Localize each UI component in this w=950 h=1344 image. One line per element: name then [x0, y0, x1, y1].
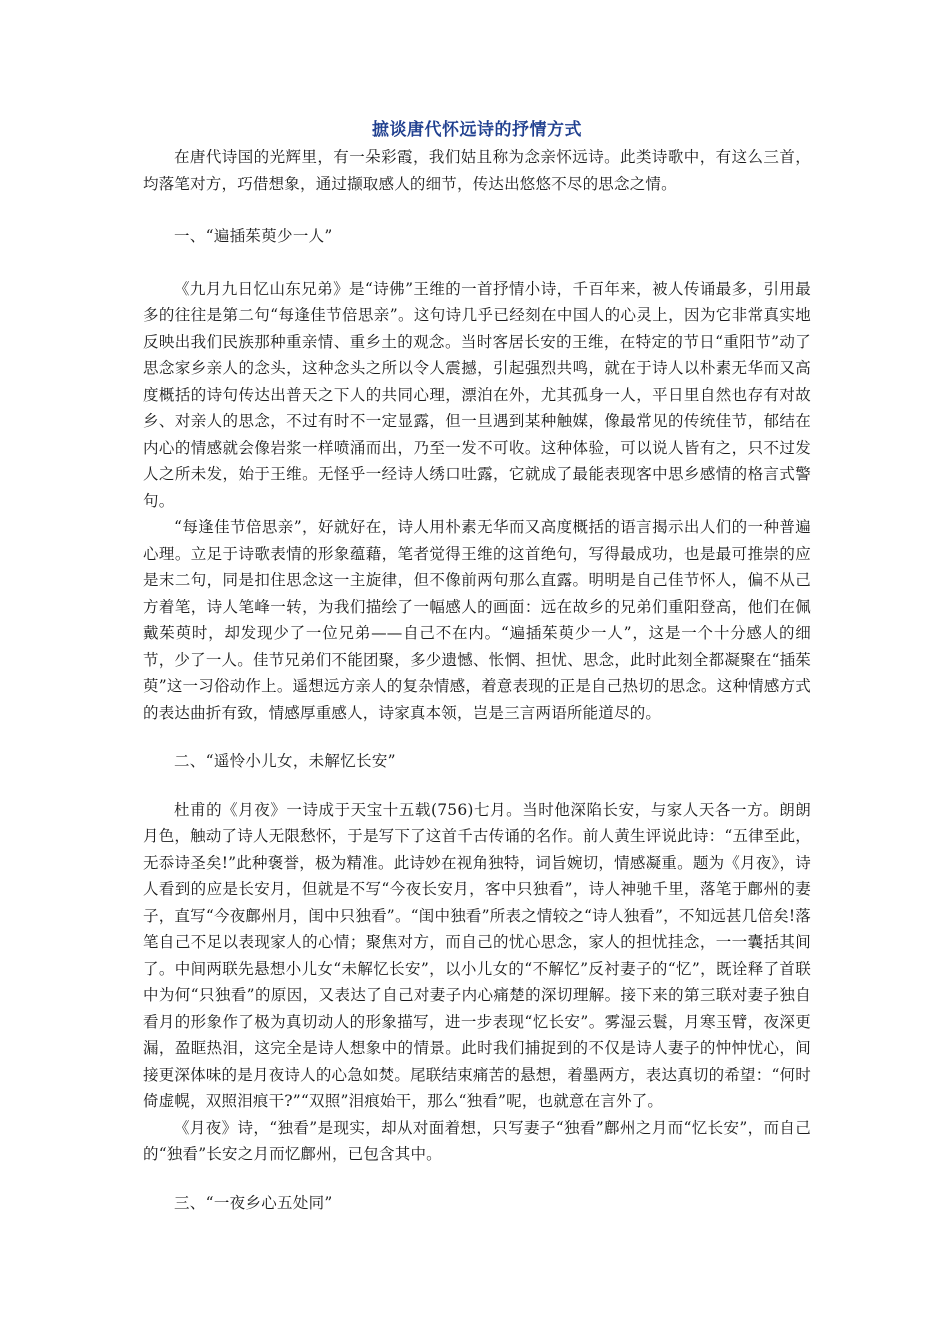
intro-paragraph: 在唐代诗国的光辉里，有一朵彩霞，我们姑且称为念亲怀远诗。此类诗歌中，有这么三首，均落笔对方，巧借想象，通过撷取感人的细节，传达出悠悠不尽的思念之情。 — [143, 148, 811, 193]
section-2-paragraph-1: 杜甫的《月夜》一诗成于天宝十五载(756)七月。当时他深陷长安，与家人天各一方。朗朗月色，触动了诗人无限愁怀，于是写下了这首千古传诵的名作。前人黄生评说此诗：“五律至此，无忝诗圣矣!”此种褒誉，极为精准。此诗妙在视角独特，词旨婉切，情感凝重。题为《月夜》，诗人看到的应是长安月，但就是不写“今夜长安月，客中只独看”，诗人神驰千里，落笔于鄜州的妻子，直写“今夜鄜州月，闺中只独看”。“闺中独看”所表之情较之“诗人独看”，不知远甚几倍矣!落笔自己不足以表现家人的心情；聚焦对方，而自己的忧心思念，家人的担忧挂念，一一囊括其间了。中间两联先悬想小儿女“未解忆长安”，以小儿女的“不解忆”反衬妻子的“忆”，既诠释了首联中为何“只独看”的原因，又表达了自己对妻子内心痛楚的深切理解。接下来的第三联对妻子独自看月的形象作了极为真切动人的形象描写，进一步表现“忆长安”。雾湿云鬟，月寒玉臂，夜深更漏，盈眶热泪，这完全是诗人想象中的情景。此时我们捕捉到的不仅是诗人妻子的忡忡忧心，间接更深体味的是月夜诗人的心急如焚。尾联结束痛苦的悬想，着墨两方，表达真切的希望：“何时倚虚幌，双照泪痕干?”“双照”泪痕始干，那么“独看”呢，也就意在言外了。 — [143, 800, 811, 1110]
spacer — [143, 775, 811, 797]
spacer — [143, 1168, 811, 1190]
document-title: 摭谈唐代怀远诗的抒情方式 — [372, 120, 582, 140]
section-heading-1: 一、“遍插茱萸少一人” — [174, 227, 333, 245]
section-1-paragraph-2: “每逢佳节倍思亲”，好就好在，诗人用朴素无华而又高度概括的语言揭示出人们的一种普遍心理。立足于诗歌表情的形象蕴藉，笔者觉得王维的这首绝句，写得最成功，也是最可推崇的应是末二句，同是扣住思念这一主旋律，但不像前两句那么直露。明明是自己佳节怀人，偏不从己方着笔，诗人笔峰一转，为我们描绘了一幅感人的画面：远在故乡的兄弟们重阳登高，他们在佩戴茱萸时，却发现少了一位兄弟——自己不在内。“遍插茱萸少一人”，这是一个十分感人的细节，少了一人。佳节兄弟们不能团聚，多少遗憾、怅惘、担忧、思念，此时此刻全都凝聚在“插茱萸”这一习俗动作上。遥想远方亲人的复杂情感，着意表现的正是自己热切的思念。这种情感方式的表达曲折有致，情感厚重感人，诗家真本领，岂是三言两语所能道尽的。 — [143, 518, 811, 722]
spacer — [143, 250, 811, 276]
spacer — [143, 197, 811, 223]
document-page — [143, 118, 811, 1216]
section-1-paragraph-1: 《九月九日忆山东兄弟》是“诗佛”王维的一首抒情小诗，千百年来，被人传诵最多，引用最多的往往是第二句“每逢佳节倍思亲”。这句诗几乎已经刻在中国人的心灵上，因为它非常真实地反映出我们民族那种重亲情、重乡土的观念。当时客居长安的王维，在特定的节日“重阳节”动了思念家乡亲人的念头，这种念头之所以令人震撼，引起强烈共鸣，就在于诗人以朴素无华而又高度概括的诗句传达出普天之下人的共同心理，漂泊在外，尤其孤身一人，平日里自然也存有对故乡、对亲人的思念，不过有时不一定显露，但一旦遇到某种触媒，像最常见的传统佳节，郁结在内心的情感就会像岩浆一样喷涌而出，乃至一发不可收。这种体验，可以说人皆有之，只不过发人之所未发，始于王维。无怪乎一经诗人绣口吐露，它就成了最能表现客中思乡感情的格言式警句。 — [143, 279, 811, 510]
section-heading-3: 三、“一夜乡心五处同” — [174, 1193, 333, 1212]
section-2-paragraph-2: 《月夜》诗，“独看”是现实，却从对面着想，只写妻子“独看”鄜州之月而“忆长安”，而自己的“独看”长安之月而忆鄜州，已包含其中。 — [143, 1118, 811, 1163]
spacer — [143, 726, 811, 748]
section-heading-2: 二、“遥怜小儿女，未解忆长安” — [174, 752, 396, 770]
